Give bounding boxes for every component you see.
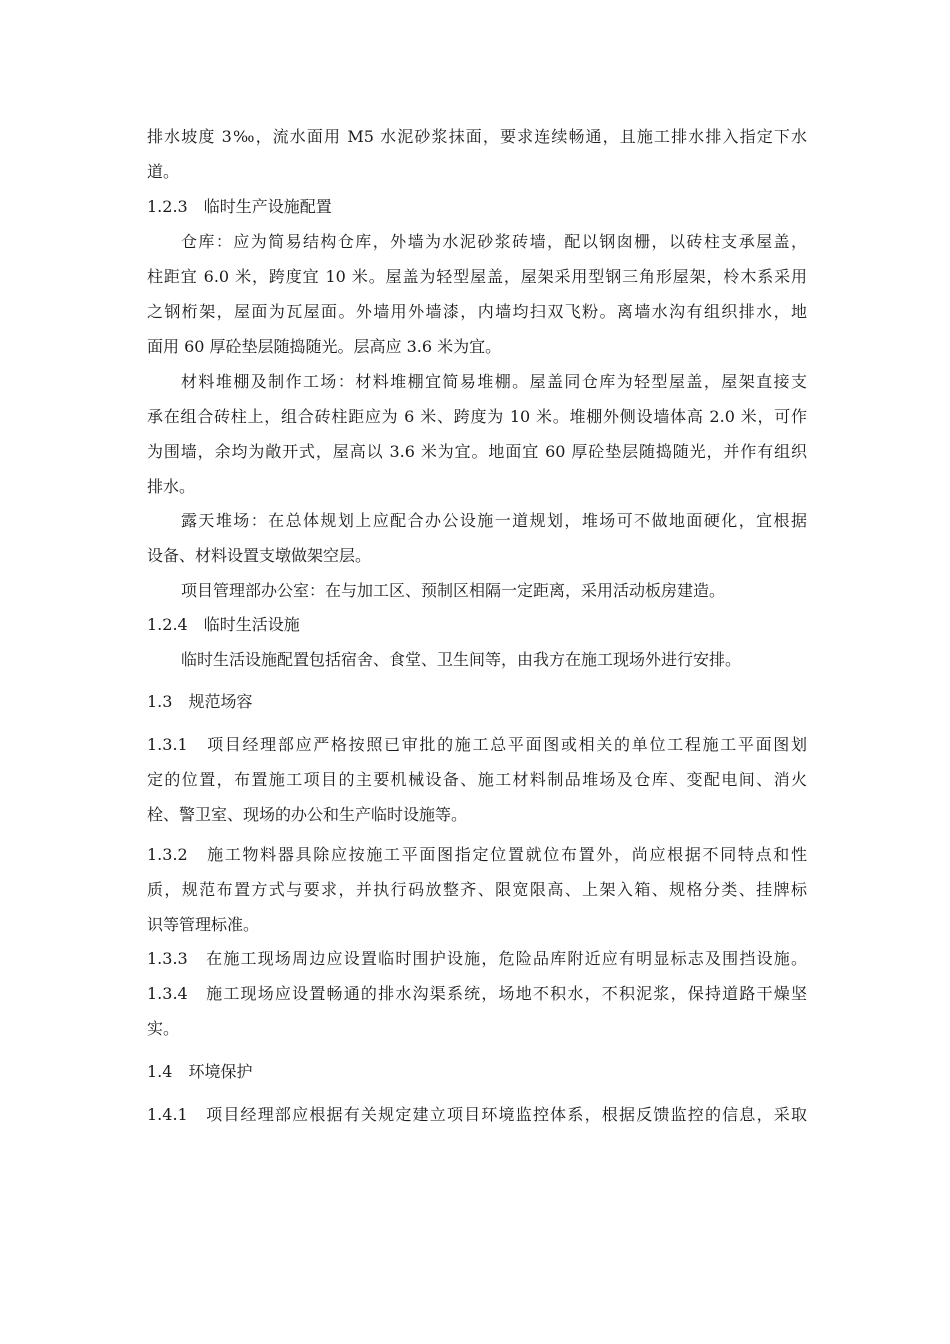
body-text-line: 1.3.1 项目经理部应严格按照已审批的施工总平面图或相关的单位工程施工平面图划 — [147, 735, 807, 754]
body-text-line: 1.3.3 在施工现场周边应设置临时围护设施，危险品库附近应有明显标志及围挡设施。 — [147, 949, 807, 968]
body-text-line: 设备、材料设置支墩做架空层。 — [147, 546, 372, 565]
body-text-line: 识等管理标准。 — [147, 915, 260, 934]
body-text-line: 定的位置，布置施工项目的主要机械设备、施工材料制品堆场及仓库、变配电间、消火 — [147, 770, 807, 789]
section-heading: 1.2.4 临时生活设施 — [147, 615, 300, 634]
body-text-line: 面用 60 厚砼垫层随捣随光。层高应 3.6 米为宜。 — [147, 337, 502, 356]
section-heading: 1.4 环境保护 — [147, 1062, 253, 1081]
body-text-line: 1.3.4 施工现场应设置畅通的排水沟渠系统，场地不积水，不积泥浆，保持道路干燥坚 — [147, 984, 807, 1003]
body-text-line: 1.4.1 项目经理部应根据有关规定建立项目环境监控体系，根据反馈监控的信息，采取 — [147, 1105, 807, 1124]
body-text-line: 质，规范布置方式与要求，并执行码放整齐、限宽限高、上架入箱、规格分类、挂牌标 — [147, 880, 807, 899]
body-text-line: 露天堆场：在总体规划上应配合办公设施一道规划，堆场可不做地面硬化，宜根据 — [181, 511, 807, 530]
body-text-line: 承在组合砖柱上，组合砖柱距应为 6 米、跨度为 10 米。堆棚外侧设墙体高 2.0 米，可作 — [147, 407, 807, 426]
body-text-line: 道。 — [147, 162, 180, 181]
section-heading: 1.3 规范场容 — [147, 692, 253, 711]
body-text-line: 排水。 — [147, 477, 196, 496]
body-text-line: 之钢桁架，屋面为瓦屋面。外墙用外墙漆，内墙均扫双飞粉。离墙水沟有组织排水，地 — [147, 302, 807, 321]
body-text-line: 实。 — [147, 1019, 180, 1038]
body-text-line: 项目管理部办公室：在与加工区、预制区相隔一定距离，采用活动板房建造。 — [181, 581, 726, 600]
body-text-line: 柱距宜 6.0 米，跨度宜 10 米。屋盖为轻型屋盖，屋架采用型钢三角形屋架，柃木系采用 — [147, 267, 807, 286]
section-heading: 1.2.3 临时生产设施配置 — [147, 197, 332, 216]
body-text-line: 临时生活设施配置包括宿舍、食堂、卫生间等，由我方在施工现场外进行安排。 — [181, 650, 742, 669]
body-text-line: 材料堆棚及制作工场：材料堆棚宜简易堆棚。屋盖同仓库为轻型屋盖，屋架直接支 — [181, 372, 807, 391]
body-text-line: 仓库：应为简易结构仓库，外墙为水泥砂浆砖墙，配以钢囱栅，以砖柱支承屋盖， — [181, 232, 807, 251]
body-text-line: 1.3.2 施工物料器具除应按施工平面图指定位置就位布置外，尚应根据不同特点和性 — [147, 845, 807, 864]
body-text-line: 排水坡度 3‰，流水面用 M5 水泥砂浆抹面，要求连续畅通，且施工排水排入指定下水 — [147, 127, 807, 146]
body-text-line: 栓、警卫室、现场的办公和生产临时设施等。 — [147, 805, 468, 824]
body-text-line: 为围墙，余均为敞开式，屋高以 3.6 米为宜。地面宜 60 厚砼垫层随捣随光，并作有组织 — [147, 442, 807, 461]
